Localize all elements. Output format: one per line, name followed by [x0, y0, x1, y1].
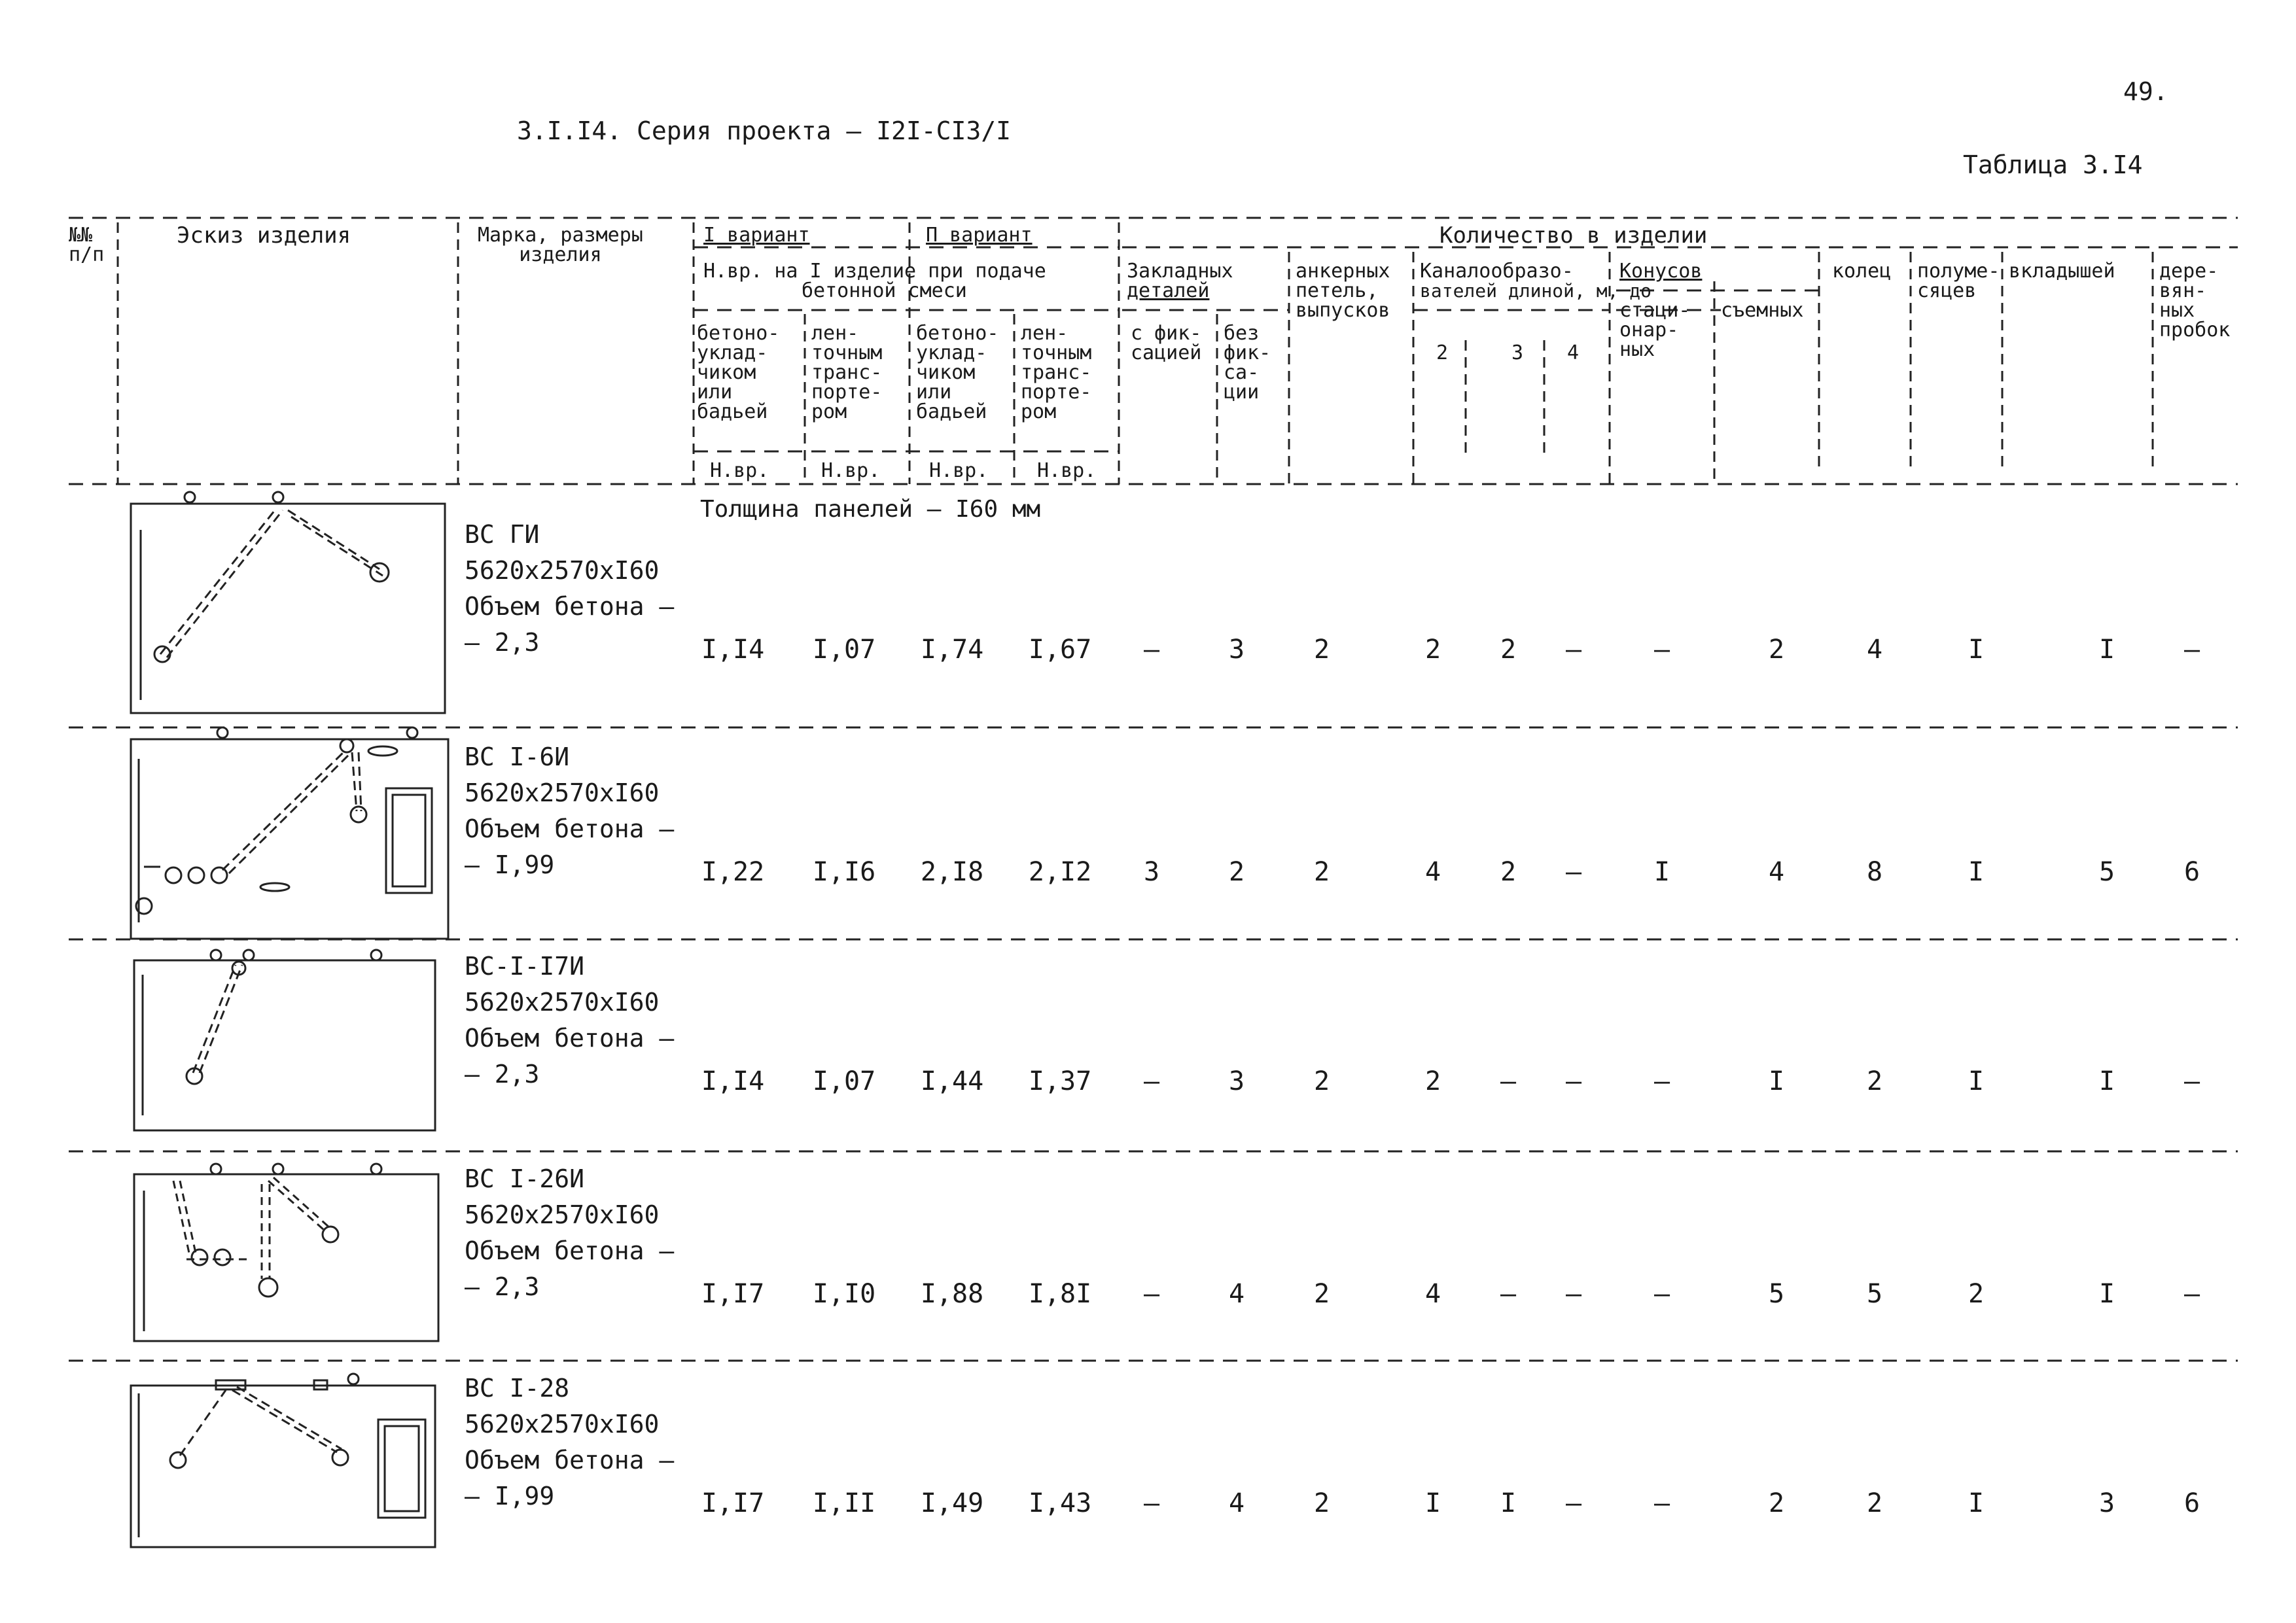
table-cell: –	[1565, 1279, 1582, 1309]
table-cell: 2	[1424, 635, 1441, 665]
row-vol-label: Объем бетона –	[465, 592, 675, 621]
table-cell: I	[1968, 1488, 1985, 1518]
header-by-bucket-1: бетоно- уклад- чиком или бадьей	[697, 322, 780, 423]
table-cell: –	[1143, 1279, 1160, 1309]
table-cell: 3	[1228, 1066, 1245, 1096]
header-by-conveyor-1: лен- точным транс- порте- ром	[811, 322, 883, 423]
header-norm-time: Н.вр. на I изделие при подаче бетонной смеси	[703, 260, 1046, 302]
table-cell: 6	[2183, 857, 2200, 887]
table-cell: –	[1565, 1488, 1582, 1518]
row-size: 5620x2570xI60	[465, 1410, 660, 1439]
row-vol-label: Объем бетона –	[465, 814, 675, 843]
header-by-bucket-2: бетоно- уклад- чиком или бадьей	[916, 322, 999, 423]
table-cell: 4	[1866, 635, 1883, 665]
table-cell: 4	[1228, 1279, 1245, 1309]
row-size: 5620x2570xI60	[465, 1200, 660, 1229]
table-cell: 4	[1424, 1279, 1441, 1309]
sketch-4	[134, 1164, 438, 1341]
table-cell: 5	[2098, 857, 2115, 887]
table-cell: 2	[1424, 1066, 1441, 1096]
table-cell: I	[1653, 857, 1670, 887]
table-cell: 5	[1866, 1279, 1883, 1309]
header-stationary: стаци- онар- ных	[1619, 299, 1691, 361]
sketch-1	[131, 492, 445, 713]
row-volume: – I,99	[465, 1482, 555, 1510]
section-title: 3.I.I4. Серия проекта – I2I-CI3/I	[517, 116, 1011, 145]
row-vol-label: Объем бетона –	[465, 1446, 675, 1475]
table-cell: I,I4	[701, 1066, 765, 1096]
table-cell: –	[1653, 1066, 1670, 1096]
row-label	[465, 739, 674, 883]
table-cell: 2	[1768, 1488, 1785, 1518]
header-embedded: Закладных деталей	[1127, 260, 1233, 302]
row-size: 5620x2570xI60	[465, 778, 660, 807]
table-cell: I,22	[701, 857, 765, 887]
header-cones: Конусов	[1619, 260, 1703, 283]
table-cell: 3	[2098, 1488, 2115, 1518]
table-label: Таблица 3.I4	[1963, 150, 2143, 179]
table-cell: 2	[1866, 1488, 1883, 1518]
table-cell: –	[1565, 635, 1582, 665]
row-mark: ВС-I-I7И	[465, 952, 585, 981]
header-removable: съемных	[1721, 299, 1804, 322]
table-cell: I,I6	[812, 857, 876, 887]
table-cell: –	[1653, 1279, 1670, 1309]
table-cell: 2	[1228, 857, 1245, 887]
table-cell: 2,I2	[1028, 857, 1092, 887]
table-cell: I,I7	[701, 1279, 765, 1309]
table-cell: I,07	[812, 635, 876, 665]
table-cell: –	[2183, 635, 2200, 665]
row-vol-label: Объем бетона –	[465, 1024, 675, 1053]
table-cell: I	[1968, 857, 1985, 887]
table-cell: 2,I8	[920, 857, 984, 887]
table-cell: 3	[1143, 857, 1160, 887]
table-cell: –	[1143, 1066, 1160, 1096]
row-vol-label: Объем бетона –	[465, 1236, 675, 1265]
table-cell: –	[1500, 1279, 1517, 1309]
table-cell: –	[1143, 635, 1160, 665]
table-cell: –	[2183, 1066, 2200, 1096]
header-variant-1: I вариант	[703, 224, 810, 247]
table-cell: 5	[1768, 1279, 1785, 1309]
row-size: 5620x2570xI60	[465, 988, 660, 1017]
table-cell: 3	[1228, 635, 1245, 665]
table-cell: 2	[1500, 857, 1517, 887]
header-channel-3: 3	[1511, 341, 1524, 364]
row-label	[465, 517, 674, 661]
sketch-2	[131, 727, 448, 939]
row-label	[465, 1161, 674, 1305]
table-cell: I,I0	[812, 1279, 876, 1309]
table-cell: 4	[1228, 1488, 1245, 1518]
header-variant-2: П вариант	[926, 224, 1033, 247]
row-label	[465, 1370, 674, 1514]
table-cell: –	[1653, 635, 1670, 665]
header-unit-2: Н.вр.	[821, 459, 881, 482]
row-size: 5620x2570xI60	[465, 556, 660, 585]
table-cell: I,43	[1028, 1488, 1092, 1518]
table-cell: I,88	[920, 1279, 984, 1309]
table-cell: –	[1143, 1488, 1160, 1518]
header-anchor: анкерных петель, выпусков	[1296, 260, 1390, 322]
row-volume: – I,99	[465, 850, 555, 879]
table-cell: 2	[1313, 1279, 1330, 1309]
table-cell: 4	[1424, 857, 1441, 887]
table-cell: I	[1424, 1488, 1441, 1518]
header-sketch: Эскиз изделия	[177, 222, 351, 249]
table-cell: I,07	[812, 1066, 876, 1096]
header-mark: Марка, размеры изделия	[478, 224, 643, 266]
header-channel-4: 4	[1567, 341, 1580, 364]
table-cell: 2	[1313, 1066, 1330, 1096]
table-cell: 2	[1313, 857, 1330, 887]
table-cell: I,I7	[701, 1488, 765, 1518]
table-cell: 2	[1968, 1279, 1985, 1309]
table-cell: I,67	[1028, 635, 1092, 665]
row-mark: ВС ГИ	[465, 520, 540, 549]
header-unit-3: Н.вр.	[929, 459, 989, 482]
table-cell: I	[2098, 1066, 2115, 1096]
header-half-moons: полуме- сяцев	[1917, 260, 2000, 302]
thickness-note: Толщина панелей – I60 мм	[700, 496, 1041, 523]
table-cell: –	[1565, 1066, 1582, 1096]
table-cell: I,I4	[701, 635, 765, 665]
table-cell: –	[2183, 1279, 2200, 1309]
table-cell: 4	[1768, 857, 1785, 887]
header-inserts: вкладышей	[2009, 260, 2115, 283]
row-volume: – 2,3	[465, 628, 540, 657]
table-cell: 2	[1313, 1488, 1330, 1518]
table-cell: I	[1968, 635, 1985, 665]
table-cell: I,74	[920, 635, 984, 665]
header-channel-2: 2	[1436, 341, 1449, 364]
sketch-5	[131, 1374, 435, 1547]
header-unit-1: Н.вр.	[710, 459, 769, 482]
header-wood-plugs: дере- вян- ных пробок	[2159, 260, 2231, 341]
header-without-fix: без фик- са- ции	[1224, 322, 1271, 404]
page-number: 49.	[2123, 77, 2168, 106]
table-cell: 2	[1768, 635, 1785, 665]
table-cell: 2	[1866, 1066, 1883, 1096]
table-cell: –	[1565, 857, 1582, 887]
header-by-conveyor-2: лен- точным транс- порте- ром	[1021, 322, 1092, 423]
row-mark: ВС I-26И	[465, 1164, 585, 1193]
sketch-3	[134, 950, 435, 1130]
header-unit-4: Н.вр.	[1037, 459, 1097, 482]
header-num: №№ п/п	[69, 224, 105, 266]
table-cell: 8	[1866, 857, 1883, 887]
table-cell: I,II	[812, 1488, 876, 1518]
table-cell: I	[1768, 1066, 1785, 1096]
table-cell: –	[1653, 1488, 1670, 1518]
row-volume: – 2,3	[465, 1060, 540, 1089]
table-cell: I	[1500, 1488, 1517, 1518]
table-cell: 2	[1313, 635, 1330, 665]
header-with-fix: с фик- сацией	[1131, 322, 1202, 364]
table-cell: 2	[1500, 635, 1517, 665]
row-mark: ВС I-6И	[465, 742, 570, 771]
header-channel: Каналообразо- вателей длиной, м, до	[1420, 260, 1652, 302]
table-cell: 6	[2183, 1488, 2200, 1518]
table-cell: I,37	[1028, 1066, 1092, 1096]
row-label	[465, 949, 674, 1092]
row-mark: ВС I-28	[465, 1374, 570, 1403]
table-cell: I	[2098, 635, 2115, 665]
table-cell: I,44	[920, 1066, 984, 1096]
table-cell: I	[2098, 1279, 2115, 1309]
table-cell: I	[1968, 1066, 1985, 1096]
table-cell: I,8I	[1028, 1279, 1092, 1309]
header-rings: колец	[1832, 260, 1892, 283]
row-volume: – 2,3	[465, 1272, 540, 1301]
header-quantity: Количество в изделии	[1439, 222, 1708, 249]
table-cell: I,49	[920, 1488, 984, 1518]
table-cell: –	[1500, 1066, 1517, 1096]
